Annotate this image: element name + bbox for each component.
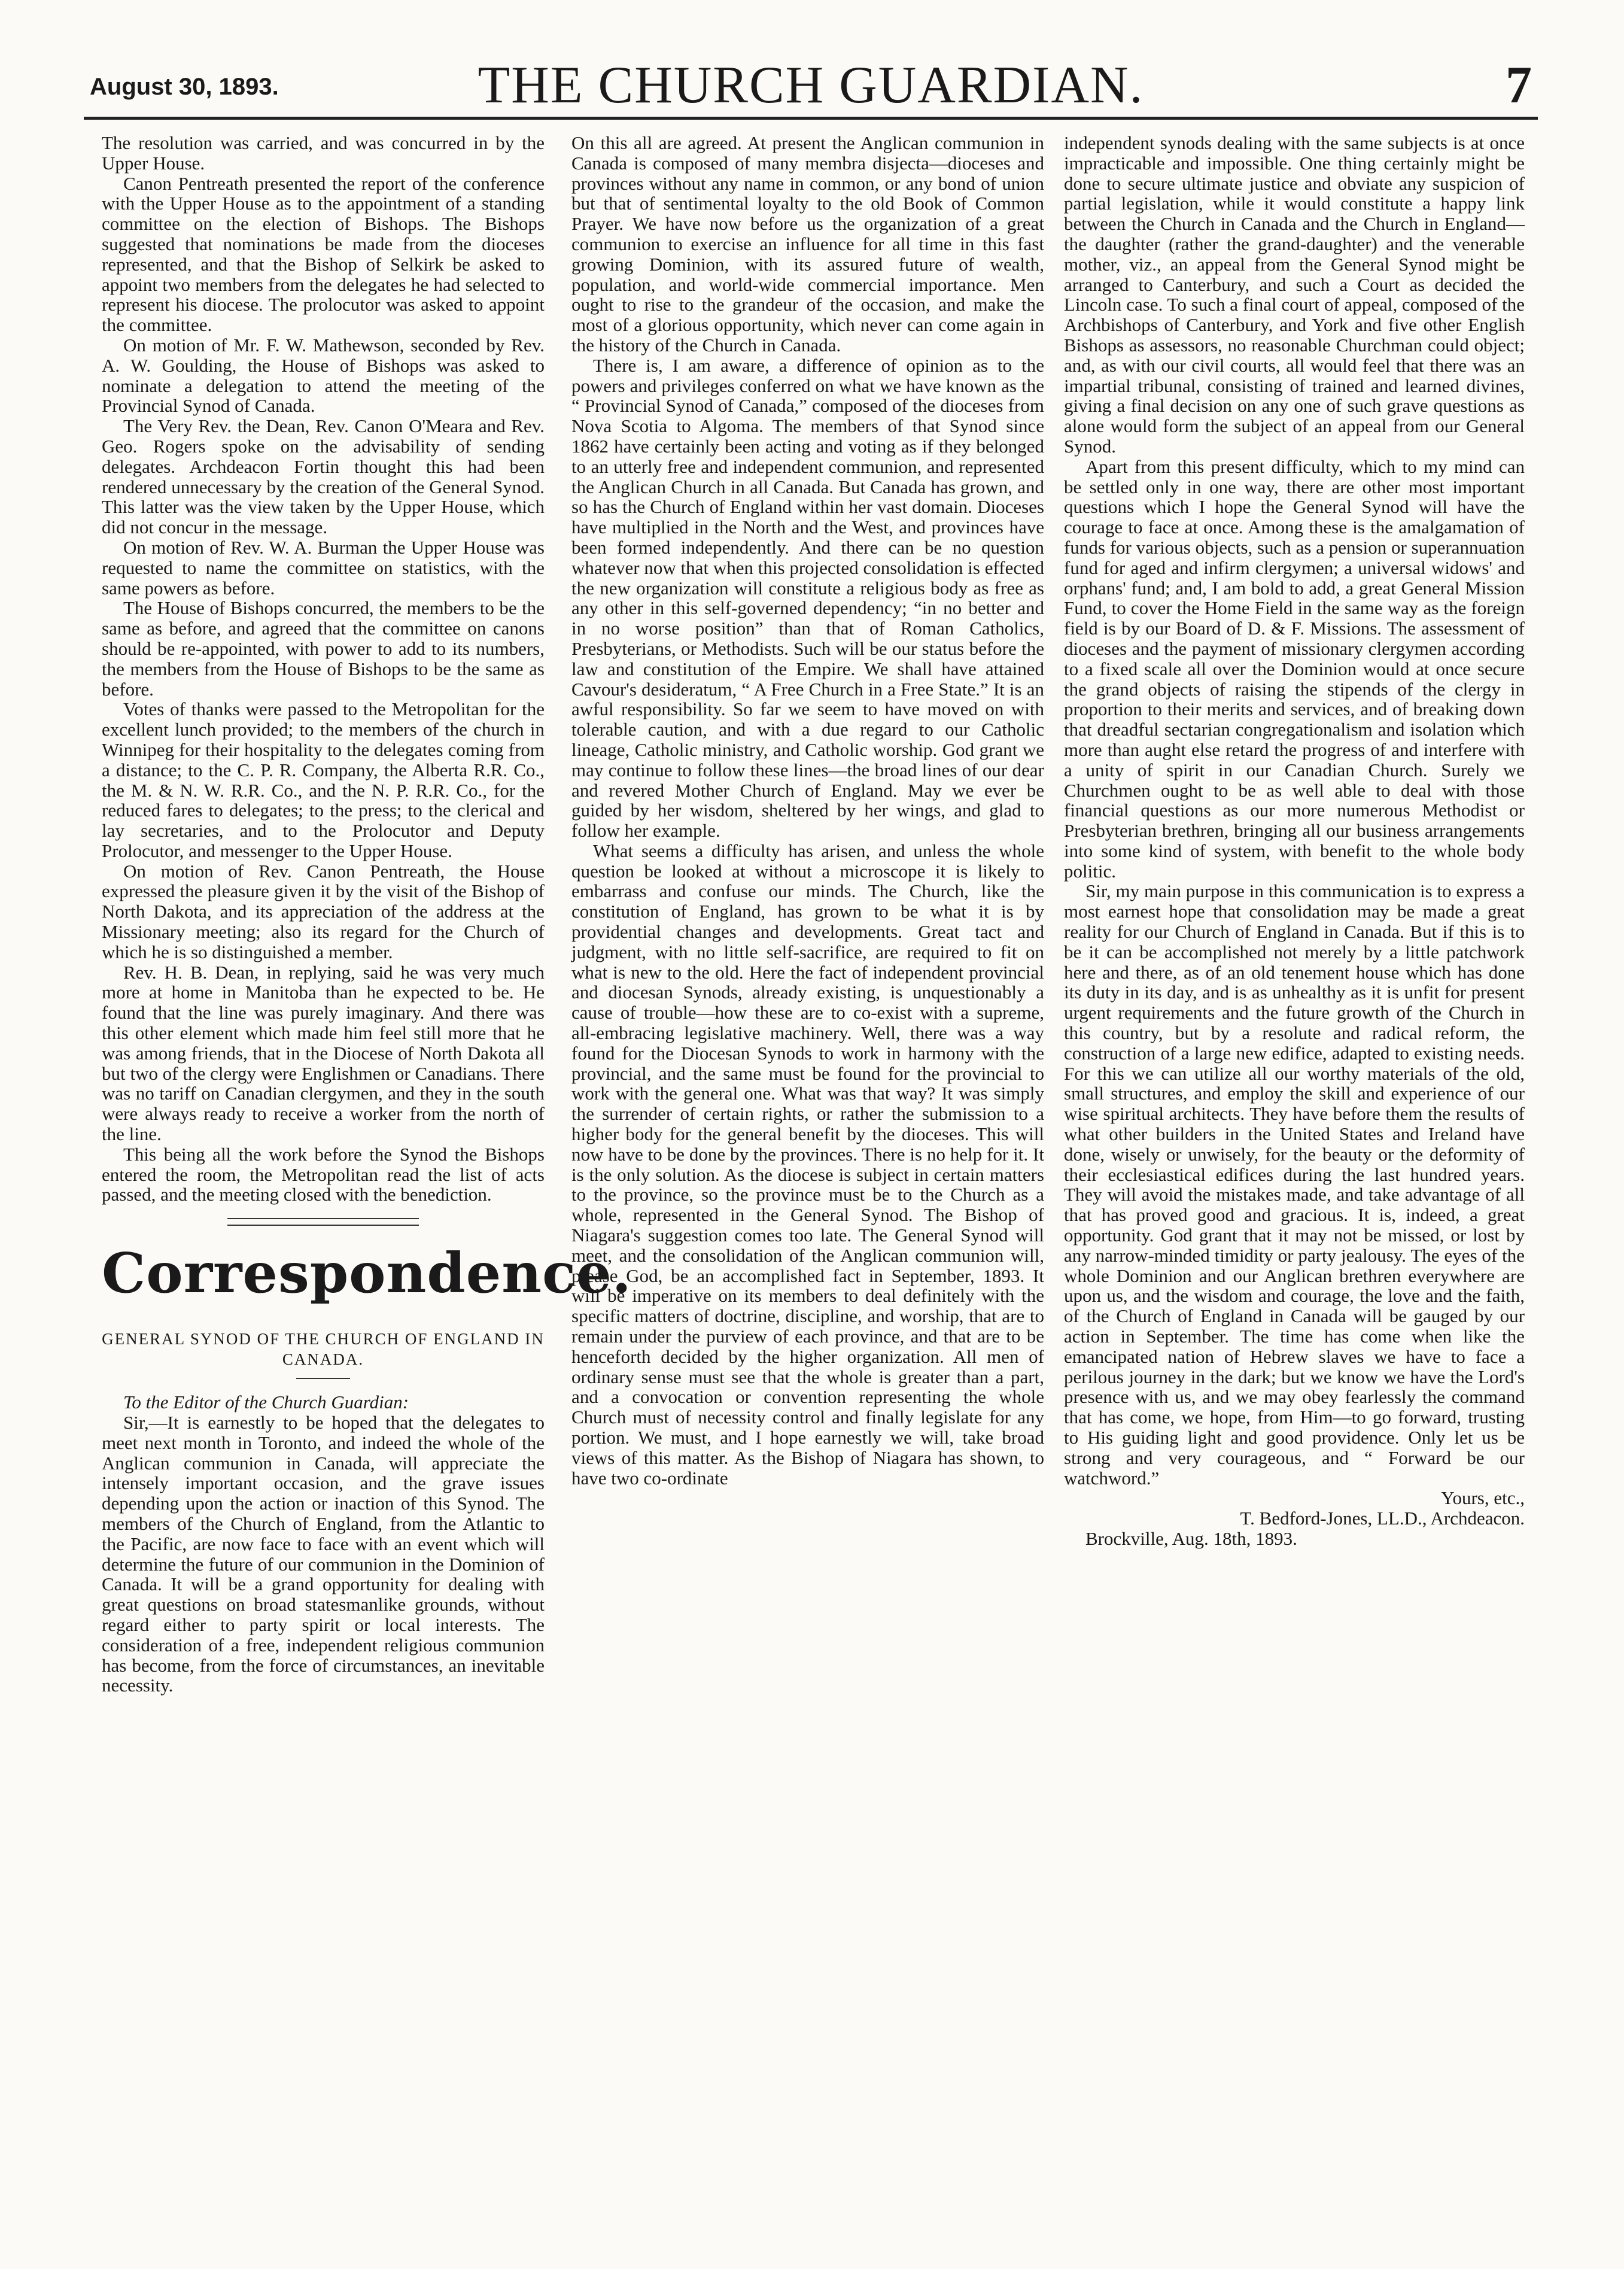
letter-paragraph: Apart from this present difficulty, which to my mind can be settled only in one way, there are other most important questions which I hope the General Synod will have the courage to face at once. Among these is the amalgamation of funds for various objects, such as a pension or superannuation fund for aged and infirm clergymen; a universal widows' and orphans' fund; and, I am bold to add, a great General Mission Fund, to cover the Home Field in the same way as the foreign field is by our Board of D. & F. Missions. The assessment of dioceses and the payment of missionary clergymen according to a fixed scale all over the Dominion would at once secure the grand objects of raising the stipends of the clergy in proportion to their merits and services, and of breaking down that dreadful sectarian congregationalism and isolation which more than aught else retard the progress of and interfere with a unity of spirit in our Canadian Church. Surely we Churchmen ought to be as well able to deal with those financial questions as our more numerous Methodist or Presbyterian brethren, bringing all our business arrangements into some kind of system, with benefit to the whole body politic.: [1064, 455, 1525, 882]
article-paragraph: The resolution was carried, and was concurred in by the Upper House.: [102, 132, 545, 174]
letter-paragraph: On this all are agreed. At present the Anglican communion in Canada is composed of many membra disjecta—dioceses and provinces without any name in common, or any bond of union but that of sentimental loyalty to the old Book of Common Prayer. We have now before us the organization of a great communion to exercise an influence for all time in this fast growing Dominion, with its assured future of wealth, population, and world-wide commercial importance. Men ought to rise to the grandeur of the occasion, and make the most of a glorious opportunity, which never can come again in the history of the Church in Canada.: [571, 132, 1044, 356]
article-paragraph: Votes of thanks were passed to the Metropolitan for the excellent lunch provided; to the members of the church in Winnipeg for their hospitality to the delegates coming from a distance; to the C. P. R. Company, the Alberta R.R. Co., the M. & N. W. R.R. Co., and the N. P. R.R. Co., for the reduced fares to delegates; to the press; to the clerical and lay secretaries, and to the Prolocutor and Deputy Prolocutor, and messenger to the Upper House.: [102, 698, 545, 861]
article-paragraph: Canon Pentreath presented the report of the conference with the Upper House as to the appointment of a standing committee on the election of Bishops. The Bishops suggested that nominations be made from the dioceses represented, and that the Bishop of Selkirk be asked to appoint two members from the delegates he had selected to represent his diocese. The prolocutor was asked to appoint the committee.: [102, 172, 545, 336]
article-paragraph: On motion of Mr. F. W. Mathewson, seconded by Rev. A. W. Goulding, the House of Bishops was asked to nominate a delegation to attend the meeting of the Provincial Synod of Canada.: [102, 334, 545, 417]
short-rule-divider: [296, 1378, 350, 1379]
article-paragraph: The House of Bishops concurred, the members to be the same as before, and agreed that the committee on canons should be re-appointed, with power to add to its numbers, the members from the House of Bishops to be the same as before.: [102, 597, 545, 700]
letter-paragraph: What seems a difficulty has arisen, and unless the whole question be looked at without a microscope it is likely to embarrass and confuse our minds. The Church, like the constitution of England, has grown to be what it is by providential changes and developments. Great tact and judgment, with no little self-sacrifice, are required to fit on what is new to the old. Here the fact of independent provincial and diocesan Synods, already existing, is unquestionably a cause of trouble—how these are to co-exist with a supreme, all-embracing legislative machinery. Well, there was a way found for the Diocesan Synods to work in harmony with the provincial, and the same must be found for the provincial to work with the general one. What was that way? It was simply the surrender of certain rights, or rather the submission to a higher body for the general benefit by the dioceses. This will now have to be done by the provinces. There is no help for it. It is the only solution. As the diocese is subject in certain matters to the province, so the province must be to the Church as a whole, represented in the General Synod. The Bishop of Niagara's suggestion comes too late. The General Synod will meet, and the consolidation of the Anglican communion will, please God, be an accomplished fact in September, 1893. It will be imperative on its members to deal definitely with the specific matters of doctrine, discipline, and worship, that are to remain under the purview of each province, and that are to be henceforth decided by the higher organization. All men of ordinary sense must see that the whole is greater than a part, and a convocation or convention representing the whole Church must of necessity control and finally legislate for any portion. We must, and I hope earnestly we will, take broad views of this matter. As the Bishop of Niagara has shown, to have two co-ordinate: [571, 840, 1044, 1489]
letter-place-date: Brockville, Aug. 18th, 1893.: [1085, 1527, 1297, 1549]
letter-paragraph: independent synods dealing with the same subjects is at once impracticable and impossible. One thing certainly might be done to secure ultimate justice and obviate any suspicion of partial legislation, while it would constitute a happy link between the Church in Canada and the Church in England—the daughter (rather the grand-daughter) and the venerable mother, viz., an appeal from the General Synod might be arranged to Canterbury, and such a Court as decided the Lincoln case. To such a final court of appeal, composed of the Archbishops of Canterbury, and York and five other English Bishops as assessors, no reasonable Churchman could object; and, as with our civil courts, all would feel that there was an impartial tribunal, consisting of trained and learned divines, giving a final decision on any one of such grave questions as alone would form the subject of an appeal from our General Synod.: [1064, 132, 1525, 457]
column-3: [1064, 133, 1525, 2234]
letter-paragraph: There is, I am aware, a difference of opinion as to the powers and privileges conferred on what we have known as the “ Provincial Synod of Canada,” composed of the dioceses from Nova Scotia to Algoma. The members of that Synod since 1862 have certainly been acting and voting as if they belonged to an utterly free and independent communion, and represented the Anglican Church in all Canada. But Canada has grown, and so has the Church of England within her vast domain. Dioceses have multiplied in the North and the West, and provinces have been formed independently. And there can be no question whatever now that when this projected consolidation is effected the new organization will constitute a religious body as free as any other in this self-governed dependency; “in no better and in no worse position” than that of Roman Catholics, Presbyterians, or Methodists. Such will be our status before the law and constitution of the Empire. We shall have attained Cavour's desideratum, “ A Free Church in a Free State.” It is an awful responsibility. So far we seem to have moved on with tolerable caution, and with a due regard to our Catholic lineage, Catholic ministry, and Catholic worship. God grant we may continue to follow these lines—the broad lines of our dear and revered Mother Church of England. May we ever be guided by her wisdom, sheltered by her wings, and glad to follow her example.: [571, 354, 1044, 842]
double-rule-divider: [227, 1218, 419, 1226]
article-paragraph: The Very Rev. the Dean, Rev. Canon O'Meara and Rev. Geo. Rogers spoke on the advisability of sending delegates. Archdeacon Fortin thought this had been rendered unnecessary by the creation of the General Synod. This latter was the view taken by the Upper House, which did not concur in the message.: [102, 415, 545, 538]
article-paragraph: This being all the work before the Synod the Bishops entered the room, the Metropolitan read the list of acts passed, and the meeting closed with the benediction.: [102, 1143, 545, 1205]
page-number: 7: [1506, 56, 1532, 114]
issue-date: August 30, 1893.: [90, 74, 279, 100]
letter-salutation: To the Editor of the Church Guardian:: [123, 1392, 409, 1413]
letter-signature: T. Bedford-Jones, LL.D., Archdeacon.: [1240, 1508, 1525, 1529]
article-paragraph: On motion of Rev. Canon Pentreath, the House expressed the pleasure given it by the visit of the Bishop of North Dakota, and its appreciation of the address at the Missionary meeting; also its regard for the Church of which he is so distinguished a member.: [102, 860, 545, 962]
section-heading: Correspondence.: [102, 1241, 632, 1306]
letter-title: GENERAL SYNOD OF THE CHURCH OF ENGLAND IN CANADA.: [102, 1330, 545, 1369]
column-1: [102, 132, 632, 2234]
letter-paragraph: Sir, my main purpose in this communication is to express a most earnest hope that consolidation may be made a great reality for our Church of England in Canada. But if this is to be it can be accomplished not merely by a little patchwork here and there, as of an old tenement house which has done its duty in its day, and is as unhealthy as it is unfit for present urgent requirements and the future growth of the Church in this country, but by a resolute and radical reform, the construction of a large new edifice, adapted to existing needs. For this we can utilize all our worthy materials of the old, small structures, and employ the skill and experience of our wise spiritual architects. They have before them the results of what other builders in the United States and Ireland have done, wisely or unwisely, for the beauty or the deformity of their ecclesiastical edifices during the last hundred years. They will avoid the mistakes made, and take advantage of all that has proved good and gracious. It is, indeed, a great opportunity. God grant that it may not be missed, or lost by any narrow-minded timidity or party jealousy. The eyes of the whole Dominion and our Anglican brethren everywhere are upon us, and the wisdom and courage, the love and the faith, of the Church of England in Canada will be gauged by our action in September. The time has come when like the emancipated nation of Hebrew slaves we have to face a perilous journey in the dark; but we know we have the Lord's presence with us, and we may obey fearlessly the command that has come, we hope, from Him—to go forward, trusting to His guiding light and good providence. Only let us be strong and very courageous, and “ Forward be our watchword.”: [1064, 880, 1525, 1489]
article-paragraph: Rev. H. B. Dean, in replying, said he was very much more at home in Manitoba than he expected to be. He found that the line was purely imaginary. And there was this other element which made him feel still more that he was among friends, that in the Diocese of North Dakota all but two of the clergy were Englishmen or Canadians. There was no tariff on Canadian clergymen, and they in the south were always ready to receive a worker from the north of the line.: [102, 961, 545, 1145]
column-2: [571, 133, 1044, 2234]
letter-paragraph: Sir,—It is earnestly to be hoped that the delegates to meet next month in Toronto, and indeed the whole of the Anglican communion in Canada, will appreciate the intensely important occasion, and the grave issues depending upon the action or inaction of this Synod. The members of the Church of England, from the Atlantic to the Pacific, are now face to face with an event which will determine the future of our communion in the Dominion of Canada. It will be a grand opportunity for dealing with great questions on broad statesmanlike grounds, without regard either to party spirit or local interests. The consideration of a free, independent religious communion has become, from the force of circumstances, an inevitable necessity.: [102, 1412, 545, 1696]
article-paragraph: On motion of Rev. W. A. Burman the Upper House was requested to name the committee on statistics, with the same powers as before.: [102, 536, 545, 599]
letter-closing: Yours, etc.,: [1441, 1487, 1525, 1509]
newspaper-title: THE CHURCH GUARDIAN.: [478, 56, 1144, 114]
masthead: [84, 57, 1538, 120]
